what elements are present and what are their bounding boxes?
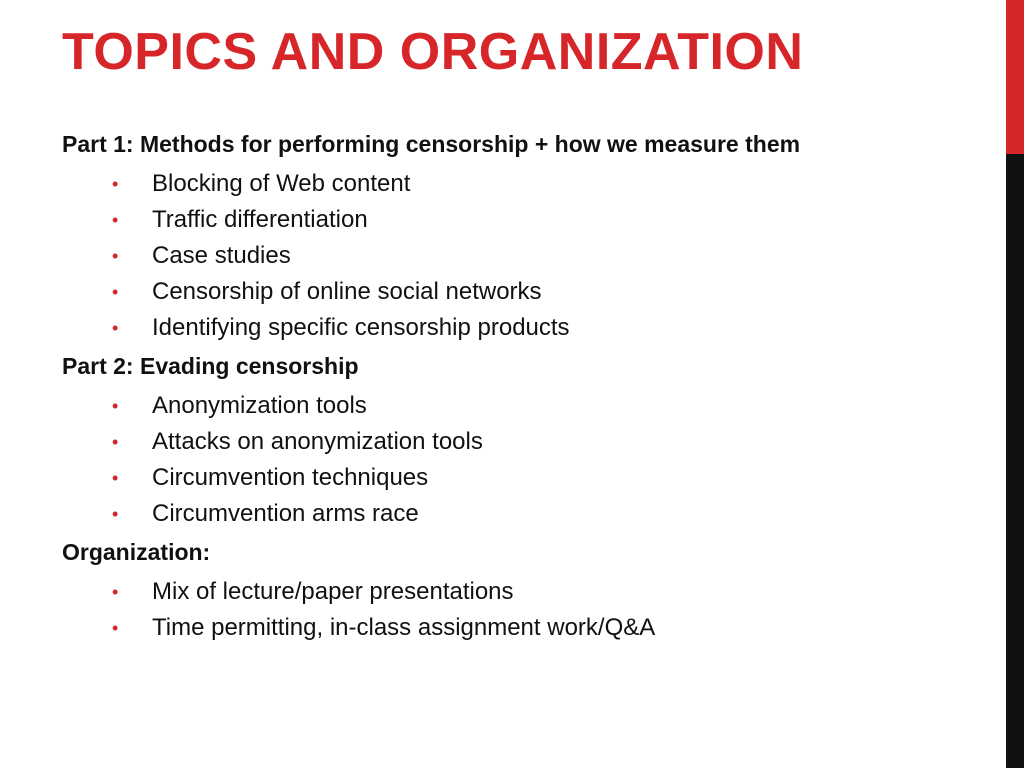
list-item-text: Time permitting, in-class assignment work/Q&A — [152, 614, 656, 641]
section-organization — [62, 536, 982, 646]
accent-bar-top — [1006, 0, 1024, 154]
list-item-text: Attacks on anonymization tools — [152, 428, 483, 455]
list-item — [62, 388, 982, 424]
list-item — [62, 238, 982, 274]
slide-title: TOPICS AND ORGANIZATION — [62, 23, 804, 81]
bullet-icon: • — [112, 246, 119, 266]
list-item-text: Circumvention techniques — [152, 464, 429, 491]
bullet-icon: • — [112, 174, 119, 194]
list-item-text: Anonymization tools — [152, 392, 367, 419]
list-item-text: Blocking of Web content — [152, 170, 411, 197]
bullet-icon: • — [112, 210, 119, 230]
list-item — [62, 166, 982, 202]
accent-bar-bottom — [1006, 154, 1024, 768]
bullet-list — [62, 388, 982, 532]
list-item-text: Case studies — [152, 242, 291, 269]
section-heading: Part 2: Evading censorship — [62, 353, 359, 379]
list-item — [62, 274, 982, 310]
list-item — [62, 496, 982, 532]
list-item — [62, 460, 982, 496]
bullet-icon: • — [112, 282, 119, 302]
section-heading: Part 1: Methods for performing censorship + how we measure them — [62, 131, 801, 157]
section-part-2 — [62, 350, 982, 532]
list-item — [62, 424, 982, 460]
list-item-text: Censorship of online social networks — [152, 278, 542, 305]
list-item-text: Mix of lecture/paper presentations — [152, 578, 514, 605]
section-heading: Organization: — [62, 539, 211, 565]
slide-body — [62, 128, 982, 650]
bullet-icon: • — [112, 432, 119, 452]
bullet-icon: • — [112, 618, 119, 638]
list-item-text: Identifying specific censorship products — [152, 314, 570, 341]
list-item — [62, 610, 982, 646]
bullet-icon: • — [112, 582, 119, 602]
bullet-icon: • — [112, 504, 119, 524]
bullet-icon: • — [112, 468, 119, 488]
bullet-list — [62, 166, 982, 346]
list-item — [62, 310, 982, 346]
bullet-icon: • — [112, 318, 119, 338]
bullet-list — [62, 574, 982, 646]
list-item — [62, 574, 982, 610]
list-item — [62, 202, 982, 238]
list-item-text: Traffic differentiation — [152, 206, 368, 233]
bullet-icon: • — [112, 396, 119, 416]
section-part-1 — [62, 128, 982, 346]
list-item-text: Circumvention arms race — [152, 500, 419, 527]
